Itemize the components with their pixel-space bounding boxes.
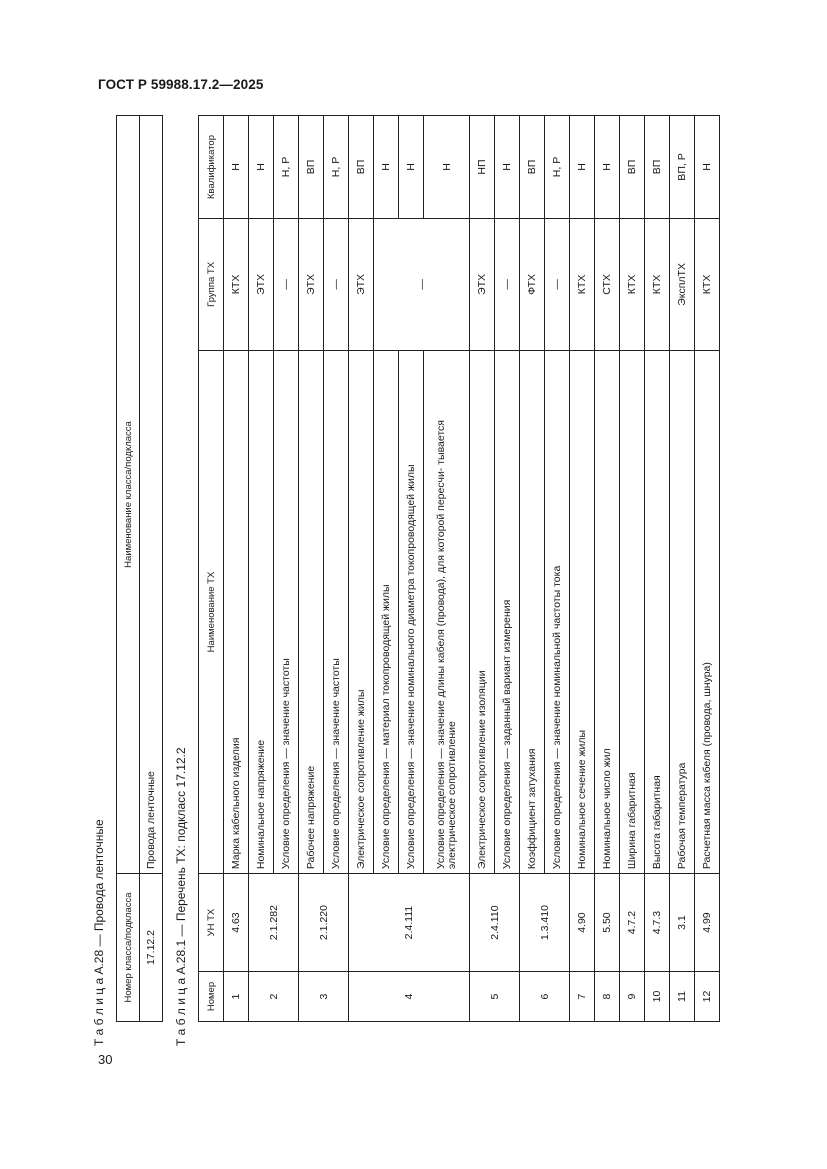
row-group: ЭТХ [349,218,374,350]
table-a28 [116,115,163,1022]
row-name: Электрическое сопротивление жилы [349,350,374,873]
table-row [249,116,274,1022]
row-name: Номинальное число жил [595,350,620,873]
row-qualifier: ВП [349,116,374,219]
column-header: Квалификатор [199,116,224,219]
row-qualifier: ВП, Р [670,116,695,219]
row-group: — [495,218,520,350]
row-qualifier: Н [374,116,399,219]
row-group: — [374,218,470,350]
row-qualifier: Н [495,116,520,219]
row-un-code: 2.1.220 [299,874,349,972]
row-qualifier: ВП [520,116,545,219]
table-row [570,116,595,1022]
column-header: Наименование ТХ [199,350,224,873]
row-name: Коэффициент затухания [520,350,545,873]
column-header: Номер [199,972,224,1022]
row-name: Условие определения — значение частоты [324,350,349,873]
table-row [620,116,645,1022]
class-number: 17.12.2 [140,874,163,1022]
row-qualifier: Н [695,116,720,219]
row-un-code: 2.1.282 [249,874,299,972]
row-number: 3 [299,972,349,1022]
row-name: Условие определения — значение длины кабеля (провода), для которой пересчи- тывается электрическое сопротивление [424,350,470,873]
row-number: 1 [224,972,249,1022]
row-name: Номинальное напряжение [249,350,274,873]
row-name: Рабочая температура [670,350,695,873]
row-qualifier: ВП [645,116,670,219]
row-name: Условие определения — заданный вариант измерения [495,350,520,873]
row-number: 10 [645,972,670,1022]
row-group: — [545,218,570,350]
table-body [199,116,720,1022]
row-qualifier: Н [249,116,274,219]
row-group: ЭТХ [470,218,495,350]
row-un-code: 4.7.2 [620,874,645,972]
row-number: 7 [570,972,595,1022]
row-name: Условие определения — значение частоты [274,350,299,873]
row-group: КТХ [645,218,670,350]
row-group: КТХ [620,218,645,350]
row-un-code: 5.50 [595,874,620,972]
table-row [695,116,720,1022]
row-un-code: 4.90 [570,874,595,972]
row-group: КТХ [224,218,249,350]
row-group: — [274,218,299,350]
row-group: КТХ [570,218,595,350]
table-header-row [199,116,224,1022]
row-group: ЭТХ [249,218,274,350]
row-un-code: 1.3.410 [520,874,570,972]
row-group: — [324,218,349,350]
row-name: Условие определения — значение номинальной частоты тока [545,350,570,873]
row-un-code: 2.4.111 [349,874,470,972]
table-row [224,116,249,1022]
column-header: УН ТХ [199,874,224,972]
row-name: Условие определения — материал токопроводящей жилы [374,350,399,873]
row-number: 12 [695,972,720,1022]
row-name: Марка кабельного изделия [224,350,249,873]
table-row [645,116,670,1022]
row-qualifier: Н, Р [274,116,299,219]
row-qualifier: Н, Р [324,116,349,219]
row-qualifier: Н [399,116,424,219]
row-number: 11 [670,972,695,1022]
row-qualifier: Н [424,116,470,219]
row-name: Номинальное сечение жилы [570,350,595,873]
row-group: СТХ [595,218,620,350]
table-row [670,116,695,1022]
row-qualifier: ВП [620,116,645,219]
row-qualifier: Н [570,116,595,219]
table-row [520,116,545,1022]
column-header: Группа ТХ [199,218,224,350]
column-header-name: Наименование класса/подкласса [117,116,140,874]
table-row [349,116,374,1022]
table-row [470,116,495,1022]
rotated-content [92,115,722,1046]
row-qualifier: Н [595,116,620,219]
row-un-code: 4.99 [695,874,720,972]
column-header-number: Номер класса/подкласса [117,874,140,1022]
row-name: Расчетная масса кабеля (провода, шнура) [695,350,720,873]
row-number: 6 [520,972,570,1022]
row-qualifier: НП [470,116,495,219]
row-name: Условие определения — значение номинального диаметра токопроводящей жилы [399,350,424,873]
table-a28-caption: Т а б л и ц а А.28 — Провода ленточные [92,819,106,1046]
table-a28-1-caption: Т а б л и ц а А.28.1 — Перечень ТХ: подкласс 17.12.2 [174,747,188,1046]
table-row [299,116,324,1022]
row-number: 2 [249,972,299,1022]
row-un-code: 4.63 [224,874,249,972]
row-number: 8 [595,972,620,1022]
row-number: 4 [349,972,470,1022]
row-un-code: 2.4.110 [470,874,520,972]
row-qualifier: ВП [299,116,324,219]
row-name: Высота габаритная [645,350,670,873]
row-name: Электрическое сопротивление изоляции [470,350,495,873]
row-un-code: 4.7.3 [645,874,670,972]
row-qualifier: Н [224,116,249,219]
row-group: ФТХ [520,218,545,350]
row-number: 5 [470,972,520,1022]
document-header: ГОСТ Р 59988.17.2—2025 [98,77,264,92]
page-number: 30 [98,1052,113,1067]
table-row [595,116,620,1022]
row-qualifier: Н, Р [545,116,570,219]
row-un-code: 3.1 [670,874,695,972]
row-group: ЭксплТХ [670,218,695,350]
class-name: Провода ленточные [140,116,163,874]
row-name: Рабочее напряжение [299,350,324,873]
row-name: Ширина габаритная [620,350,645,873]
row-group: КТХ [695,218,720,350]
row-number: 9 [620,972,645,1022]
row-group: ЭТХ [299,218,324,350]
table-a28-1 [198,115,720,1022]
